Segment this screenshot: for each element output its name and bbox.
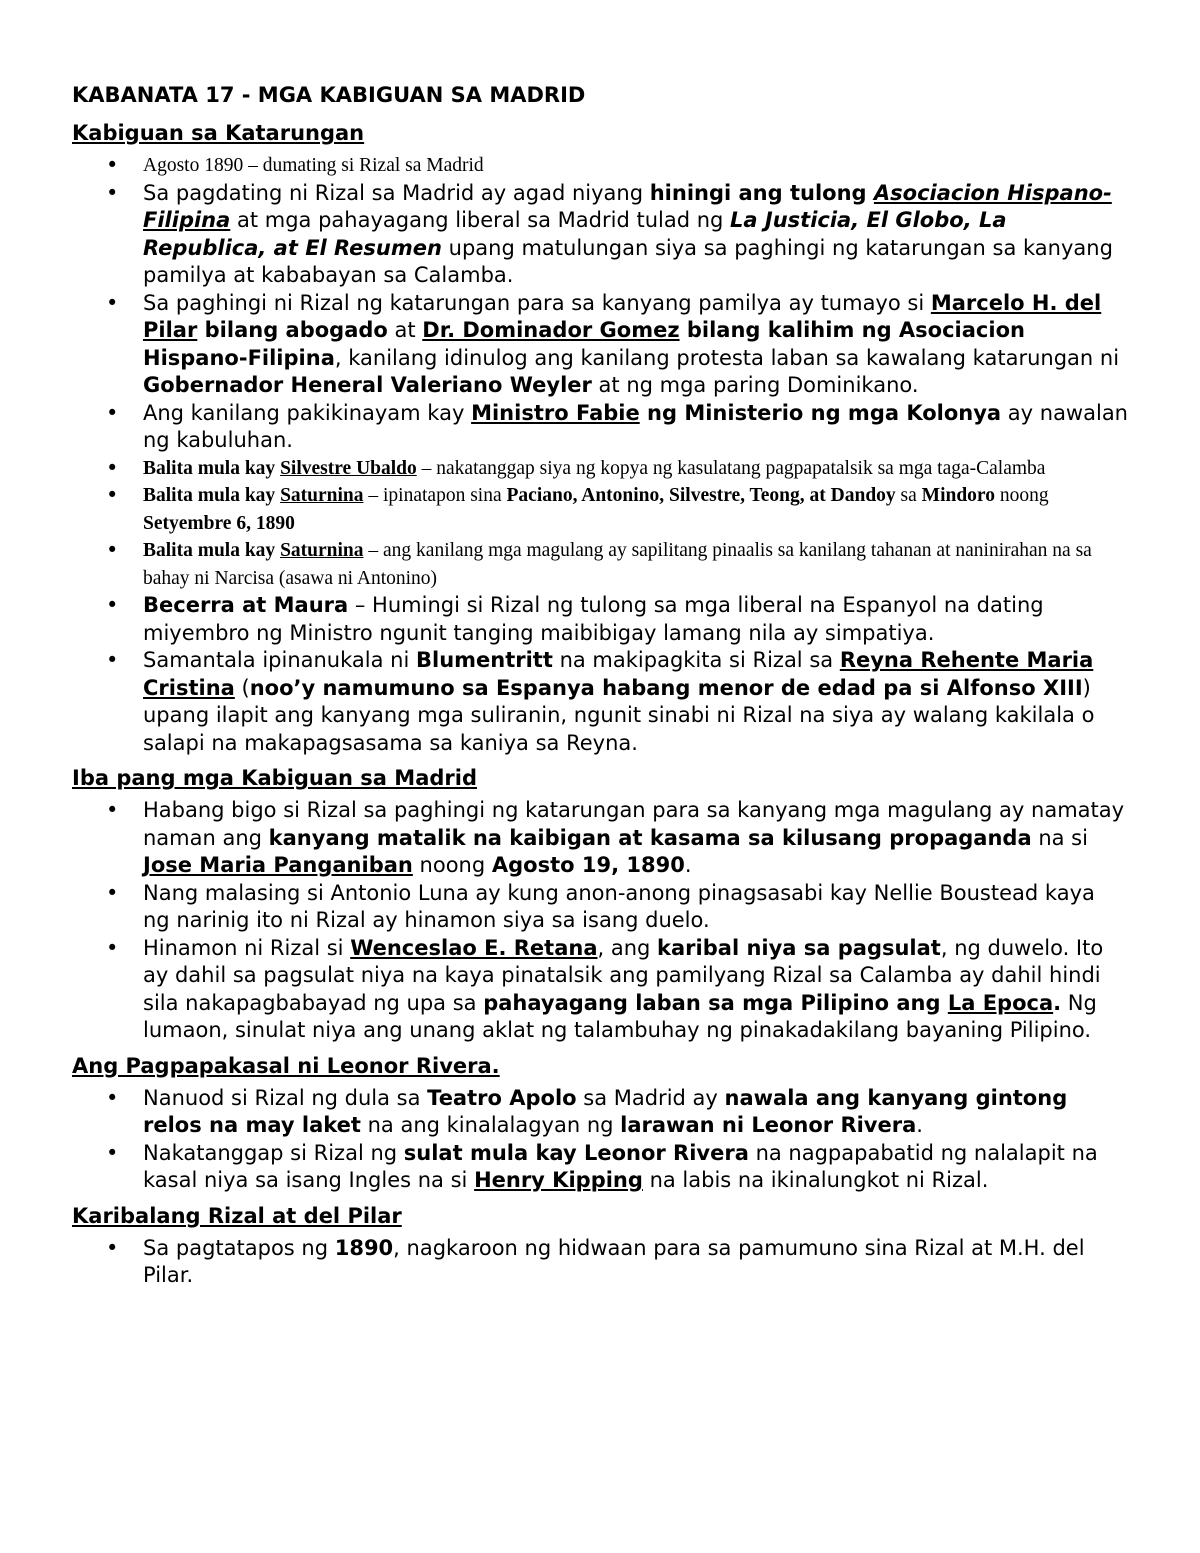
text-run: Nakatanggap si Rizal ng	[143, 1140, 404, 1165]
list-item	[72, 180, 1128, 290]
text-run: na si	[1031, 825, 1088, 850]
chapter-title: KABANATA 17 - MGA KABIGUAN SA MADRID	[72, 83, 586, 107]
section-heading: Karibalang Rizal at del Pilar	[72, 1203, 402, 1228]
text-run: at	[387, 318, 423, 342]
text-run: Nang malasing si Antonio Luna ay kung anon-anong pinagsasabi kay Nellie Boustead kaya ng narinig ito ni Rizal ay hinamon siya sa isang duelo.	[143, 880, 1095, 932]
text-run: Ministro Fabie	[471, 400, 640, 425]
list-item	[72, 935, 1128, 1045]
text-run: nawala ang kanyang gintong relos na may laket	[143, 1085, 1068, 1137]
bullet-list	[72, 797, 1128, 1045]
text-run: Dr. Dominador Gomez	[422, 318, 680, 342]
text-run: Balita mula kay	[143, 457, 281, 479]
text-run: noong	[412, 853, 492, 877]
text-run: Paciano, Antonino, Silvestre, Teong, at Dandoy	[506, 485, 896, 506]
list-item	[72, 1140, 1128, 1195]
list-item	[72, 647, 1128, 757]
text-run: Balita mula kay	[143, 485, 281, 506]
text-run: .	[684, 853, 692, 877]
text-run: bilang kalihim ng Asociacion Hispano-Filipina	[143, 318, 1025, 370]
text-run: Habang bigo si Rizal sa paghingi ng katarungan para sa kanyang mga magulang ay namatay naman ang	[143, 798, 1125, 850]
text-run: kanyang matalik na kaibigan at kasama sa kilusang propaganda	[268, 825, 1032, 850]
list-item	[72, 537, 1128, 592]
text-run: , kanilang idinulog ang kanilang protesta laban sa kawalang katarungan ni	[334, 345, 1120, 370]
text-run: Samantala ipinanukala ni	[143, 648, 416, 672]
text-run: at mga pahayagang liberal sa Madrid tulad ng	[230, 208, 731, 232]
text-run: larawan ni Leonor Rivera	[620, 1113, 917, 1137]
list-item	[72, 880, 1128, 935]
list-item	[72, 152, 1128, 180]
bullet-list	[72, 152, 1128, 757]
bullet-list	[72, 1085, 1128, 1195]
text-run: at ng mga paring Dominikano.	[591, 373, 919, 397]
text-run: bilang abogado	[197, 318, 388, 342]
text-run: Sa pagtatapos ng	[143, 1235, 335, 1260]
text-run: noong	[995, 485, 1049, 506]
text-run: Gobernador Heneral Valeriano Weyler	[143, 373, 592, 397]
text-run: na makipagkita si Rizal sa	[552, 648, 840, 672]
text-run: Saturnina	[280, 485, 364, 506]
text-run: ay nawalan ng kabuluhan.	[143, 400, 1128, 452]
text-run: – ang kanilang mga magulang ay sapilitang pinaalis sa kanilang tahanan at naninirahan na sa bahay ni Narcisa (asawa ni Antonino)	[143, 540, 1092, 589]
text-run: sa	[895, 485, 922, 506]
text-run: Ang kanilang pakikinayam kay	[143, 400, 472, 425]
text-run: La Justicia, El Globo, La Republica, at El Resumen	[143, 208, 1007, 260]
text-run: Agosto 1890 – dumating si Rizal sa Madrid	[143, 155, 484, 176]
text-run: Hinamon ni Rizal si	[143, 935, 351, 960]
text-run: na labis na ikinalungkot ni Rizal.	[642, 1168, 989, 1192]
text-run: , ang	[597, 935, 658, 960]
section-heading: Iba pang mga Kabiguan sa Madrid	[72, 766, 477, 790]
text-run: karibal niya sa pagsulat	[657, 935, 941, 960]
list-item	[72, 455, 1128, 483]
text-run: La Epoca	[947, 990, 1054, 1015]
text-run: Teatro Apolo	[427, 1085, 577, 1110]
text-run: Blumentritt	[415, 648, 553, 672]
text-run: – ipinatapon sina	[363, 485, 507, 506]
document-page	[72, 80, 1128, 1296]
text-run: .	[1053, 990, 1062, 1015]
text-run: Sa pagdating ni Rizal sa Madrid ay agad niyang	[143, 180, 650, 205]
text-run: ng Ministerio ng mga Kolonya	[639, 400, 1002, 425]
text-run: hiningi ang tulong	[649, 180, 874, 205]
text-run: Ng lumaon, sinulat niya ang unang aklat ng talambuhay ng pinakadakilang bayaning Pilipino.	[143, 990, 1097, 1042]
text-run: Nanuod si Rizal ng dula sa	[143, 1085, 428, 1110]
text-run: upang matulungan siya sa paghingi ng katarungan sa kanyang pamilya at kababayan sa Calamba.	[143, 235, 1113, 287]
text-run: Setyembre 6, 1890	[143, 512, 295, 534]
list-item	[72, 400, 1128, 455]
text-run: .	[916, 1113, 923, 1137]
text-run: , ng duwelo. Ito ay dahil sa pagsulat niya na kaya pinatalsik ang pamilyang Rizal sa Calamba ay dahil hindi sila nakapagbabayad ng upa sa	[143, 935, 1104, 1015]
list-item	[72, 797, 1128, 880]
section-heading: Kabiguan sa Katarungan	[72, 121, 365, 145]
text-run: na nagpapabatid ng nalalapit na kasal niya sa isang Ingles na si	[143, 1140, 1098, 1192]
text-run: Henry Kipping	[474, 1168, 643, 1192]
text-run: Sa paghingi ni Rizal ng katarungan para sa kanyang pamilya ay tumayo si	[143, 290, 931, 315]
text-run: – nakatanggap siya ng kopya ng kasulatang pagpapatalsik sa mga taga-Calamba	[416, 457, 1046, 479]
list-item	[72, 482, 1128, 537]
list-item	[72, 592, 1128, 647]
text-run: Reyna Rehente Maria Cristina	[143, 648, 1094, 700]
text-run: Balita mula kay	[143, 540, 281, 561]
text-run: sa Madrid ay	[576, 1085, 725, 1110]
text-run: Becerra at Maura	[143, 593, 349, 617]
text-run: (	[234, 675, 250, 700]
text-run: – Humingi si Rizal ng tulong sa mga liberal na Espanyol na dating miyembro ng Ministro ngunit tanging maibibigay lamang nila ay simpatiya.	[143, 593, 1044, 645]
list-item	[72, 1235, 1128, 1290]
text-run: Silvestre Ubaldo	[280, 457, 417, 479]
text-run: noo’y namumuno sa Espanya habang menor de edad pa si Alfonso XIII	[249, 675, 1083, 700]
sections-container	[72, 118, 1128, 1290]
text-run: na ang kinalalagyan ng	[360, 1113, 621, 1137]
text-run: sulat mula kay Leonor Rivera	[403, 1140, 749, 1165]
text-run: Asociacion Hispano-Filipina	[143, 180, 1112, 232]
list-item	[72, 1085, 1128, 1140]
text-run: Saturnina	[280, 540, 364, 561]
text-run: Wenceslao E. Retana	[350, 935, 598, 960]
text-run: Agosto 19, 1890	[491, 853, 685, 877]
text-run: Mindoro	[921, 485, 995, 506]
text-run: , nagkaroon ng hidwaan para sa pamumuno sina Rizal at M.H. del Pilar.	[143, 1235, 1085, 1287]
bullet-list	[72, 1235, 1128, 1290]
text-run: Jose Maria Panganiban	[143, 853, 413, 877]
list-item	[72, 290, 1128, 400]
text-run: pahayagang laban sa mga Pilipino ang	[483, 990, 948, 1015]
text-run: ) upang ilapit ang kanyang mga suliranin, ngunit sinabi ni Rizal na siya ay walang kakilala o salapi na makapagsasama sa kaniya sa Reyna.	[143, 675, 1095, 755]
section-heading: Ang Pagpapakasal ni Leonor Rivera.	[72, 1053, 500, 1078]
text-run: Marcelo H. del Pilar	[143, 290, 1102, 342]
text-run: 1890	[334, 1235, 394, 1260]
